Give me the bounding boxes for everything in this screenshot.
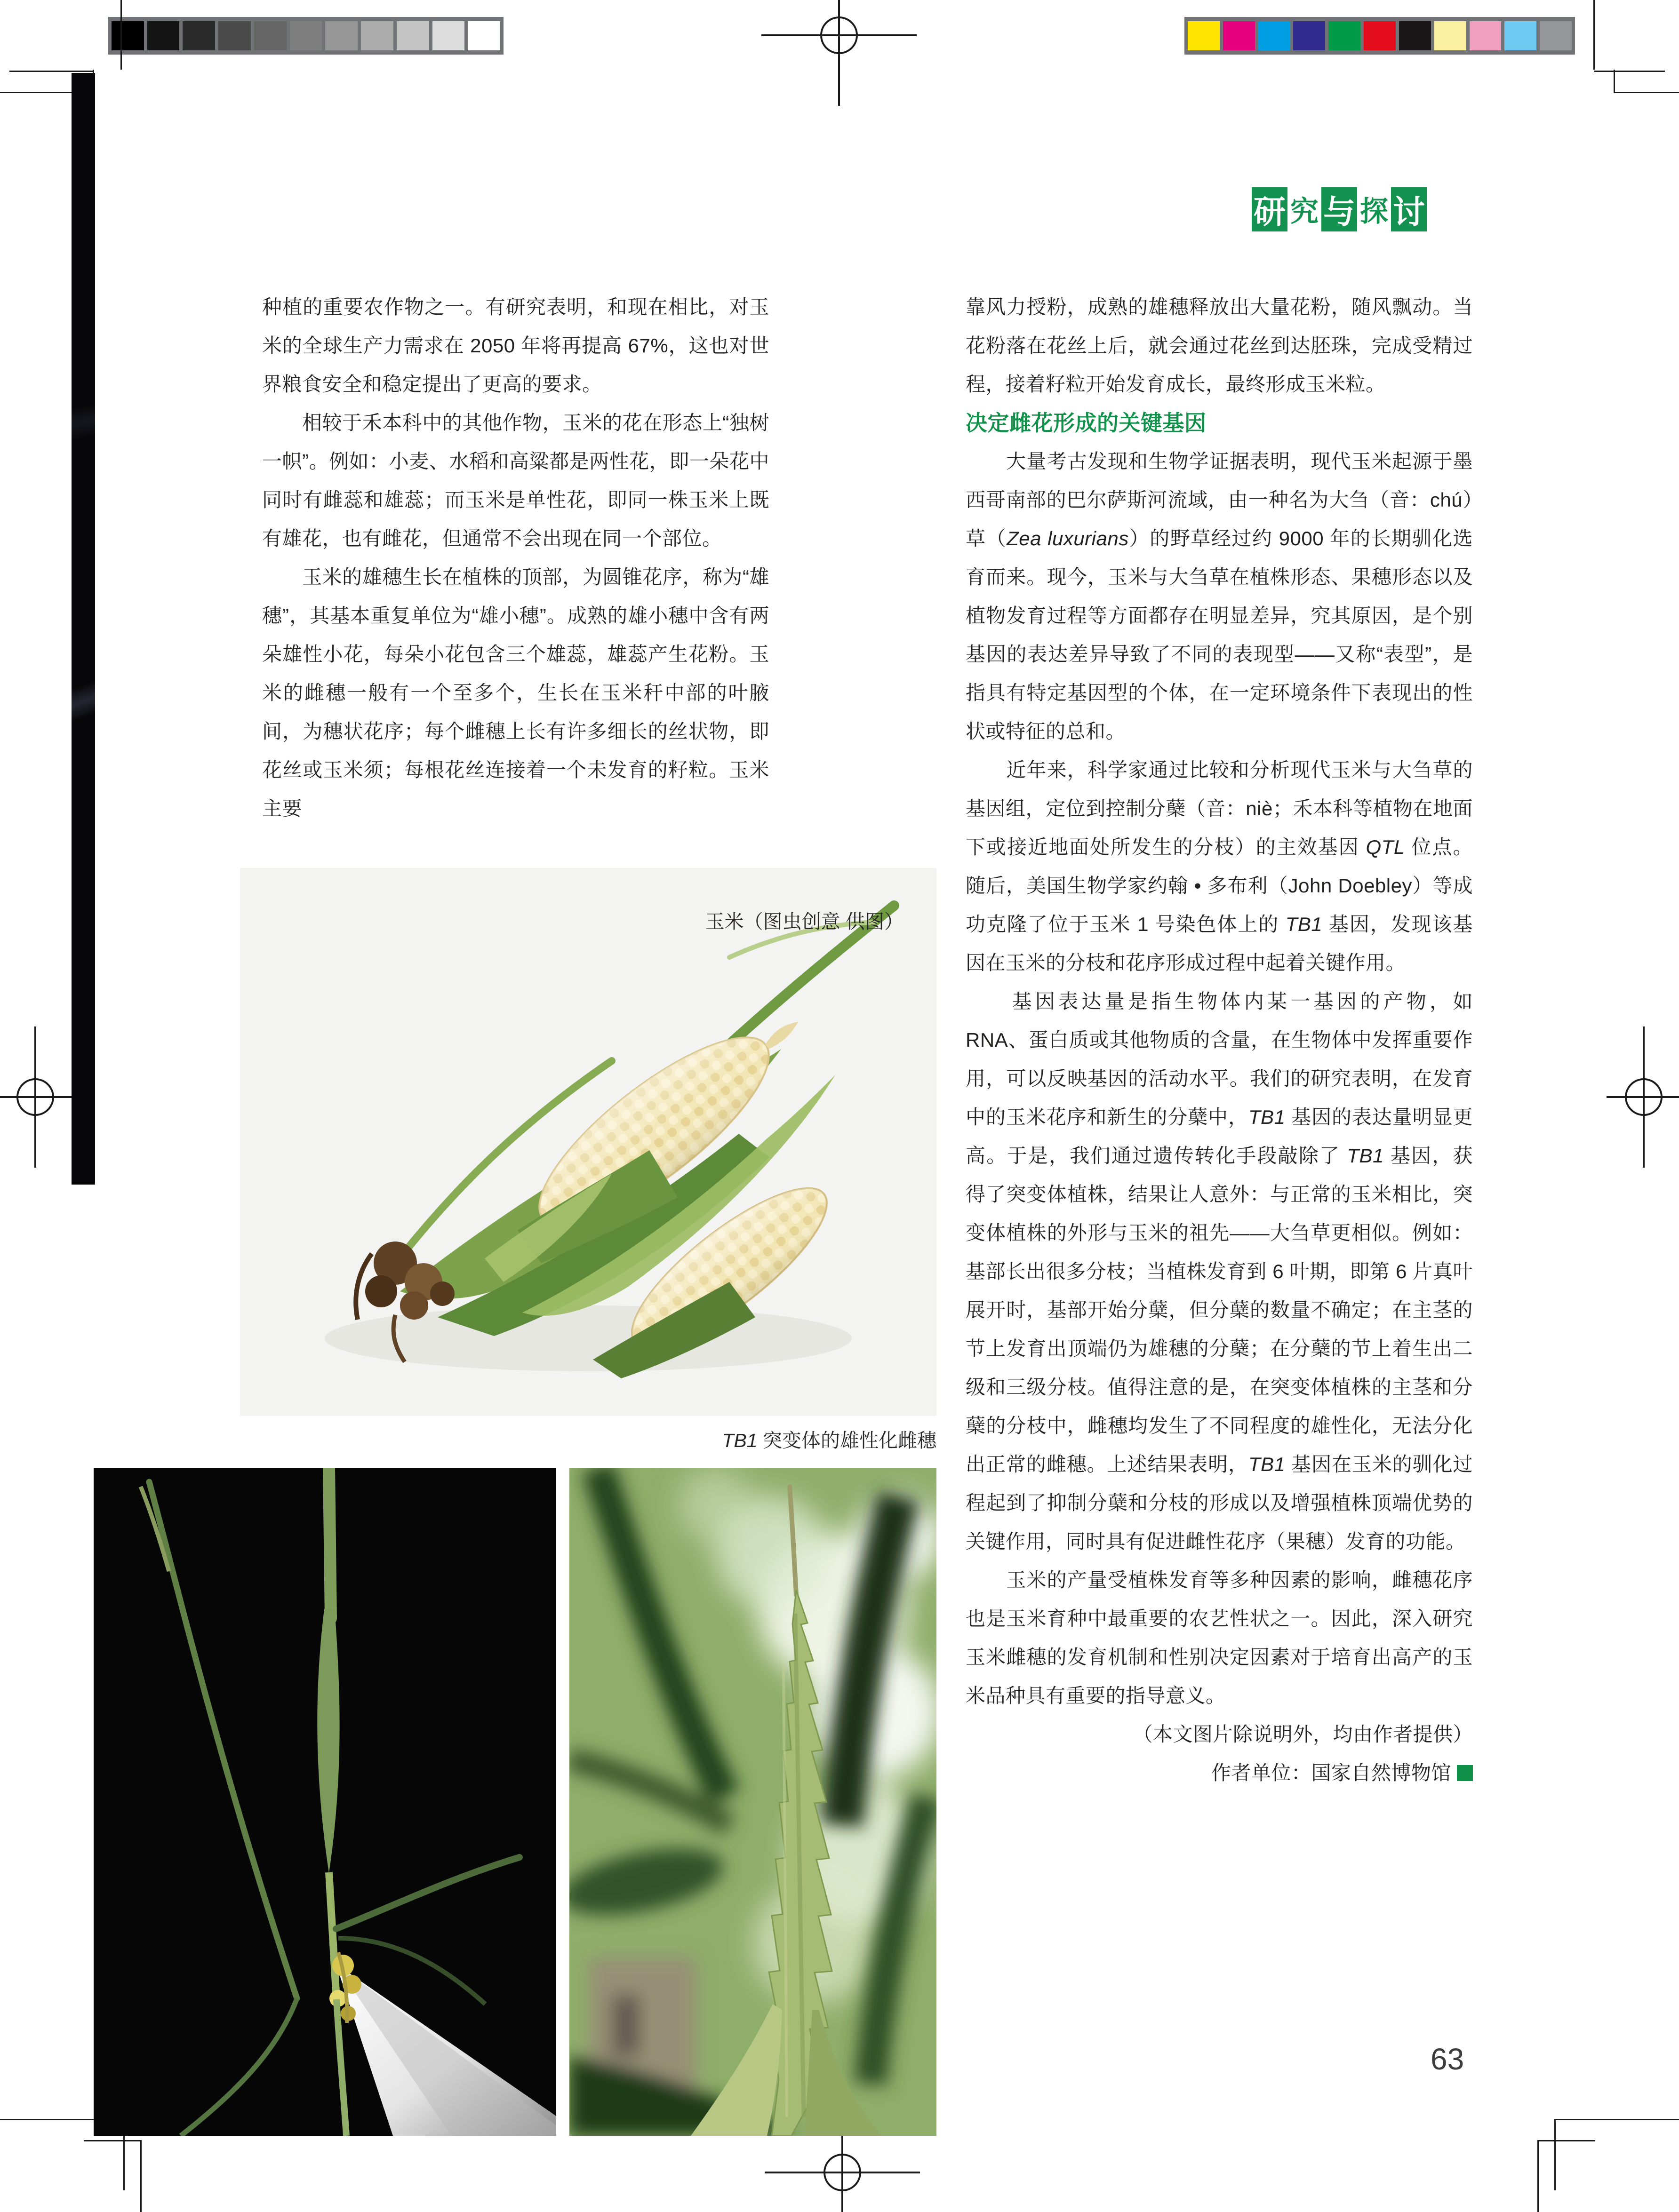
logo-boxed-char: 讨 xyxy=(1391,187,1427,231)
paragraph: 大量考古发现和生物学证据表明，现代玉米起源于墨西哥南部的巴尔萨斯河流域，由一种名为大刍（音：chú）草（Zea luxurians）的野草经过约 9000 年的长期驯化选育而来。现今，玉米与大刍草在植株形态、果穗形态以及植物发育过程等方面都存在明显差异，究其原因，是个别基因的表达差异导致了不同的表现型——又称“表型”，是指具有特定基因型的个体，在一定环境条件下表现出的性状或特征的总和。 xyxy=(966,450,1473,742)
teosinte-photo-illustration xyxy=(94,1468,556,2136)
crop-mark xyxy=(84,2140,141,2141)
calibration-swatch xyxy=(325,21,358,50)
article-column-left xyxy=(262,288,769,828)
article-end-mark xyxy=(1457,1765,1473,1781)
calibration-swatch xyxy=(1470,21,1502,50)
mutant-caption: TB1 突变体的雄性化雌穗 xyxy=(722,1430,936,1451)
affiliation-line: 作者单位：国家自然博物馆 xyxy=(966,1754,1473,1792)
crop-mark xyxy=(1554,2119,1679,2120)
crop-mark xyxy=(1554,2119,1556,2190)
crop-mark xyxy=(9,71,93,72)
calibration-swatch xyxy=(1258,21,1290,50)
credit-line: （本文图片除说明外，均由作者提供） xyxy=(1133,1723,1473,1745)
calibration-swatch xyxy=(1504,21,1536,50)
corn-photo xyxy=(240,868,936,1416)
logo-boxed-char: 与 xyxy=(1321,187,1357,231)
paragraph: 基因表达量是指生物体内某一基因的产物，如 RNA、蛋白质或其他物质的含量，在生物体中发挥重要作用，可以反映基因的活动水平。我们的研究表明，在发育中的玉米花序和新生的分蘖中，TB1 基因的表达量明显更高。于是，我们通过遗传转化手段敲除了 TB1 基因，获得了突变体植株，结果让人意外：与正常的玉米相比，突变体植株的外形与玉米的祖先——大刍草更相似。例如：基部长出很多分枝；当植株发育到 6 叶期，即第 6 片真叶展开时，基部开始分蘖，但分蘖的数量不确定；在主茎的节上发育出顶端仍为雄穗的分蘖；在分蘖的节上着生出二级和三级分枝。值得注意的是，在突变体植株的主茎和分蘖的分枝中，雌穗均发生了不同程度的雄性化，无法分化出正常的雌穗。上述结果表明，TB1 基因在玉米的驯化过程起到了抑制分蘖和分枝的形成以及增强植株顶端优势的关键作用，同时具有促进雌性花序（果穗）发育的功能。 xyxy=(966,990,1473,1552)
calibration-swatch xyxy=(254,21,287,50)
mutant-ear-photo xyxy=(569,1468,936,2136)
section-logo xyxy=(1252,187,1427,231)
calibration-swatch xyxy=(1540,21,1572,50)
calibration-swatch xyxy=(1434,21,1466,50)
calibration-swatch xyxy=(1188,21,1220,50)
registration-mark-right-middle xyxy=(1566,1026,1679,1168)
paragraph: 近年来，科学家通过比较和分析现代玉米与大刍草的基因组，定位到控制分蘖（音：niè；禾本科等植物在地面下或接近地面处所发生的分枝）的主效基因 QTL 位点。随后，美国生物学家约翰 • 多布利（John Doebley）等成功克隆了位于玉米 1 号染色体上的 TB1 基因，发现该基因在玉米的分枝和花序形成过程中起着关键作用。 xyxy=(966,759,1473,974)
color-calibration-bar xyxy=(1184,17,1575,55)
logo-boxed-char: 研 xyxy=(1252,187,1287,231)
calibration-swatch xyxy=(468,21,500,50)
calibration-swatch xyxy=(397,21,429,50)
logo-plain-char: 究 xyxy=(1290,196,1319,227)
paragraph: 靠风力授粉，成熟的雄穗释放出大量花粉，随风飘动。当花粉落在花丝上后，就会通过花丝到达胚珠，完成受精过程，接着籽粒开始发育成长，最终形成玉米粒。 xyxy=(966,296,1473,395)
corn-photo-illustration xyxy=(240,868,936,1416)
paragraph: 种植的重要农作物之一。有研究表明，和现在相比，对玉米的全球生产力需求在 2050 年将再提高 67%，这也对世界粮食安全和稳定提出了更高的要求。 xyxy=(262,296,769,395)
calibration-swatch xyxy=(183,21,215,50)
crop-mark xyxy=(1538,2140,1595,2141)
paragraph: 相较于禾本科中的其他作物，玉米的花在形态上“独树一帜”。例如：小麦、水稻和高粱都是两性花，即一朵花中同时有雌蕊和雄蕊；而玉米是单性花，即同一株玉米上既有雄花，也有雌花，但通常不会出现在同一个部位。 xyxy=(262,412,769,549)
mutant-ear-photo-illustration xyxy=(569,1468,936,2136)
film-strip xyxy=(72,73,95,1185)
page-number: 63 xyxy=(1431,2042,1464,2076)
calibration-swatch xyxy=(290,21,322,50)
registration-mark-top-center xyxy=(761,0,917,108)
calibration-swatch xyxy=(1328,21,1360,50)
paragraph: 玉米的产量受植株发育等多种因素的影响，雌穗花序也是玉米育种中最重要的农艺性状之一。因此，深入研究玉米雌穗的发育机制和性别决定因素对于培育出高产的玉米品种具有重要的指导意义。 xyxy=(966,1569,1473,1707)
crop-mark xyxy=(1614,70,1615,93)
teosinte-photo xyxy=(94,1468,556,2136)
crop-mark xyxy=(120,0,122,70)
calibration-swatch xyxy=(1223,21,1255,50)
calibration-swatch xyxy=(147,21,180,50)
crop-mark xyxy=(1593,0,1595,70)
paragraph: 玉米的雄穗生长在植株的顶部，为圆锥花序，称为“雄穗”，其基本重复单位为“雄小穗”。成熟的雄小穗中含有两朵雄性小花，每朵小花包含三个雄蕊，雄蕊产生花粉。玉米的雌穗一般有一个至多个，生长在玉米秆中部的叶腋间，为穗状花序；每个雌穗上长有许多细长的丝状物，即花丝或玉米须；每根花丝连接着一个未发育的籽粒。玉米主要 xyxy=(262,566,769,820)
crop-mark xyxy=(1614,92,1679,93)
corn-photo-caption: 玉米（图虫创意 供图） xyxy=(705,911,903,932)
calibration-swatch xyxy=(218,21,251,50)
calibration-swatch xyxy=(1399,21,1431,50)
grayscale-calibration-bar xyxy=(108,17,504,55)
calibration-swatch xyxy=(432,21,465,50)
calibration-swatch xyxy=(1364,21,1396,50)
crop-mark xyxy=(1537,2140,1539,2212)
crop-mark xyxy=(140,2140,142,2212)
calibration-swatch xyxy=(112,21,144,50)
logo-plain-char: 探 xyxy=(1360,196,1388,227)
registration-mark-left-middle xyxy=(0,1026,113,1168)
article-column-right xyxy=(966,288,1473,1792)
crop-mark xyxy=(1594,71,1665,72)
section-heading: 决定雌花形成的关键基因 xyxy=(966,411,1207,435)
calibration-swatch xyxy=(361,21,393,50)
calibration-swatch xyxy=(1293,21,1325,50)
